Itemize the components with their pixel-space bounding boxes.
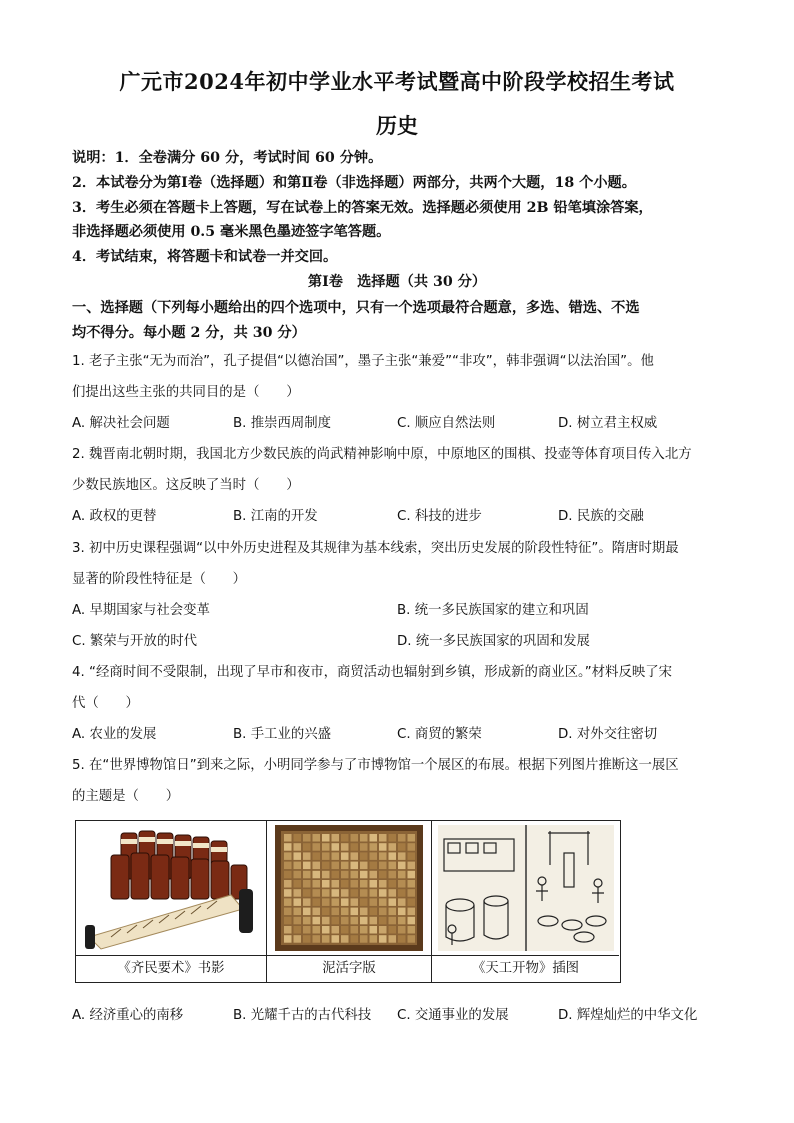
option: B. 光耀千古的古代科技 xyxy=(233,1008,372,1023)
figure-caption: 《齐民要术》书影 xyxy=(76,955,266,982)
question-text: 代（ ） xyxy=(72,696,139,711)
question-text: 4. “经商时间不受限制，出现了早市和夜市，商贸活动也辐射到乡镇，形成新的商业区。”材料反映了宋 xyxy=(72,665,673,680)
option: B. 手工业的兴盛 xyxy=(233,727,332,742)
scroll-books-image xyxy=(76,821,266,955)
option: A. 经济重心的南移 xyxy=(72,1008,184,1023)
exam-title: 广元市2024年初中学业水平考试暨高中阶段学校招生考试 xyxy=(119,69,675,94)
option: B. 统一多民族国家的建立和巩固 xyxy=(397,603,589,618)
figure-panel-tiangong-kaiwu xyxy=(432,821,619,982)
option: C. 顺应自然法则 xyxy=(397,416,496,431)
option: A. 政权的更替 xyxy=(72,509,157,524)
instruction-line: 4．考试结束，将答题卡和试卷一并交回。 xyxy=(72,249,338,265)
option: A. 农业的发展 xyxy=(72,727,157,742)
subject-title: 历史 xyxy=(376,113,418,138)
exhibit-figure xyxy=(75,820,621,983)
option: D. 辉煌灿烂的中华文化 xyxy=(558,1008,698,1023)
option: A. 早期国家与社会变革 xyxy=(72,603,210,618)
figure-caption: 泥活字版 xyxy=(267,955,431,982)
option: D. 统一多民族国家的巩固和发展 xyxy=(397,634,590,649)
question-text: 的主题是（ ） xyxy=(72,789,180,804)
option: B. 推崇西周制度 xyxy=(233,416,332,431)
question-text: 3. 初中历史课程强调“以中外历史进程及其规律为基本线索，突出历史发展的阶段性特征”。隋唐时期最 xyxy=(72,541,679,556)
clay-type-image xyxy=(267,821,431,955)
figure-panel-clay-type xyxy=(267,821,432,982)
figure-panel-qiminyaoshu xyxy=(76,821,267,982)
instruction-line: 非选择题必须使用 0.5 毫米黑色墨迹签字笔答题。 xyxy=(72,224,391,240)
option: D. 对外交往密切 xyxy=(558,727,658,742)
question-text: 2. 魏晋南北朝时期，我国北方少数民族的尚武精神影响中原，中原地区的围棋、投壶等体育项目传入北方 xyxy=(72,447,692,462)
instruction-line: 说明：1．全卷满分 60 分，考试时间 60 分钟。 xyxy=(72,150,383,166)
section-title: 第Ⅰ卷 选择题（共 30 分） xyxy=(307,274,487,290)
option: A. 解决社会问题 xyxy=(72,416,170,431)
option: C. 商贸的繁荣 xyxy=(397,727,482,742)
option: B. 江南的开发 xyxy=(233,509,318,524)
question-text: 们提出这些主张的共同目的是（ ） xyxy=(72,385,300,400)
question-text: 5. 在“世界博物馆日”到来之际，小明同学参与了市博物馆一个展区的布展。根据下列图片推断这一展区 xyxy=(72,758,679,773)
part-heading: 一、选择题（下列每小题给出的四个选项中，只有一个选项最符合题意，多选、错选、不选 xyxy=(72,300,640,316)
instruction-line: 3．考生必须在答题卡上答题，写在试卷上的答案无效。选择题必须使用 2B 铅笔填涂答案， xyxy=(72,200,653,216)
option: C. 繁荣与开放的时代 xyxy=(72,634,197,649)
question-text: 显著的阶段性特征是（ ） xyxy=(72,572,247,587)
option: D. 民族的交融 xyxy=(558,509,644,524)
question-text: 1. 老子主张“无为而治”，孔子提倡“以德治国”，墨子主张“兼爱”“非攻”，韩非强调“以法治国”。他 xyxy=(72,354,654,369)
option: C. 科技的进步 xyxy=(397,509,482,524)
option: D. 树立君主权威 xyxy=(558,416,658,431)
instruction-line: 2．本试卷分为第Ⅰ卷（选择题）和第Ⅱ卷（非选择题）两部分，共两个大题，18 个小题。 xyxy=(72,175,636,191)
option: C. 交通事业的发展 xyxy=(397,1008,509,1023)
part-heading: 均不得分。每小题 2 分，共 30 分） xyxy=(72,325,306,341)
question-text: 少数民族地区。这反映了当时（ ） xyxy=(72,478,300,493)
figure-caption: 《天工开物》插图 xyxy=(432,955,619,982)
tiangong-illustration-image xyxy=(432,821,619,955)
